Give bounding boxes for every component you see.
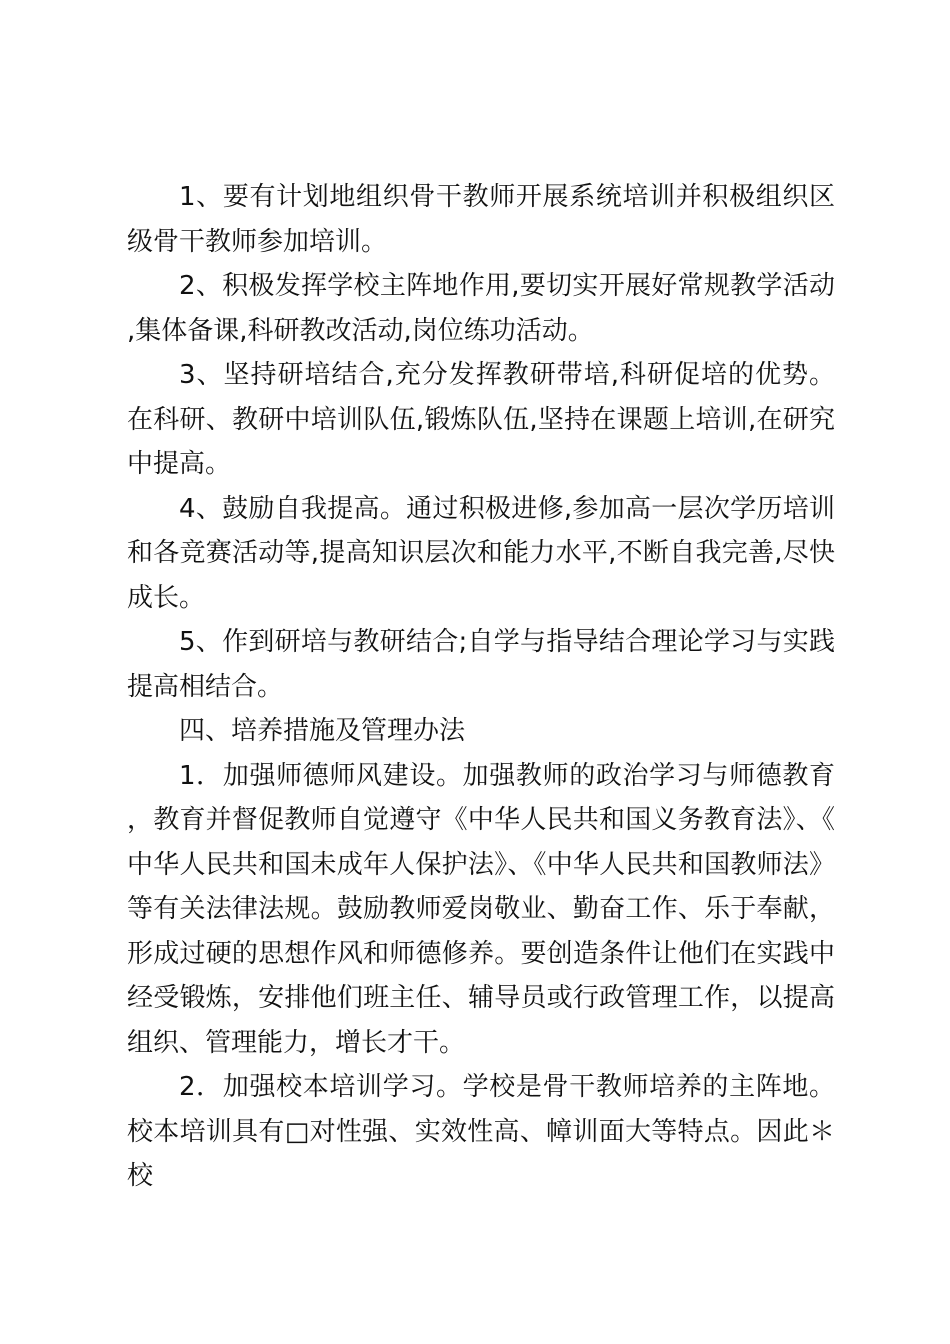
paragraph-self-improvement: 4、鼓励自我提高。通过积极进修,参加高一层次学历培训和各竞赛活动等,提高知识层次和能力水平,不断自我完善,尽快成长。: [127, 493, 835, 613]
paragraph-ethics: 1．加强师德师风建设。加强教师的政治学习与师德教育，教育并督促教师自觉遵守《中华人民共和国义务教育法》、《中华人民共和国未成年人保护法》、《中华人民共和国教师法》等有关法律法规。鼓励教师爱岗敬业、勤奋工作、乐于奉献，形成过硬的思想作风和师德修养。要创造条件让他们在实践中经受锻炼，安排他们班主任、辅导员或行政管理工作，以提高组织、管理能力，增长才干。: [127, 760, 835, 1058]
section-heading-measures: 四、培养措施及管理办法: [179, 716, 466, 746]
paragraph-school-main-position: 2、积极发挥学校主阵地作用,要切实开展好常规教学活动,集体备课,科研教改活动,岗位练功活动。: [127, 271, 835, 346]
paragraph-combination: 5、作到研培与教研结合;自学与指导结合理论学习与实践提高相结合。: [127, 627, 835, 702]
paragraph-school-training: 2．加强校本培训学习。学校是骨干教师培养的主阵地。校本培训具有□对性强、实效性高、幛训面大等特点。因此＊校: [127, 1072, 835, 1191]
document-body: [127, 175, 835, 1199]
paragraph-training-plan: 1、要有计划地组织骨干教师开展系统培训并积极组织区级骨干教师参加培训。: [127, 182, 835, 257]
paragraph-research-training: 3、坚持研培结合,充分发挥教研带培,科研促培的优势。在科研、教研中培训队伍,锻炼队伍,坚持在课题上培训,在研究中提高。: [127, 360, 835, 479]
